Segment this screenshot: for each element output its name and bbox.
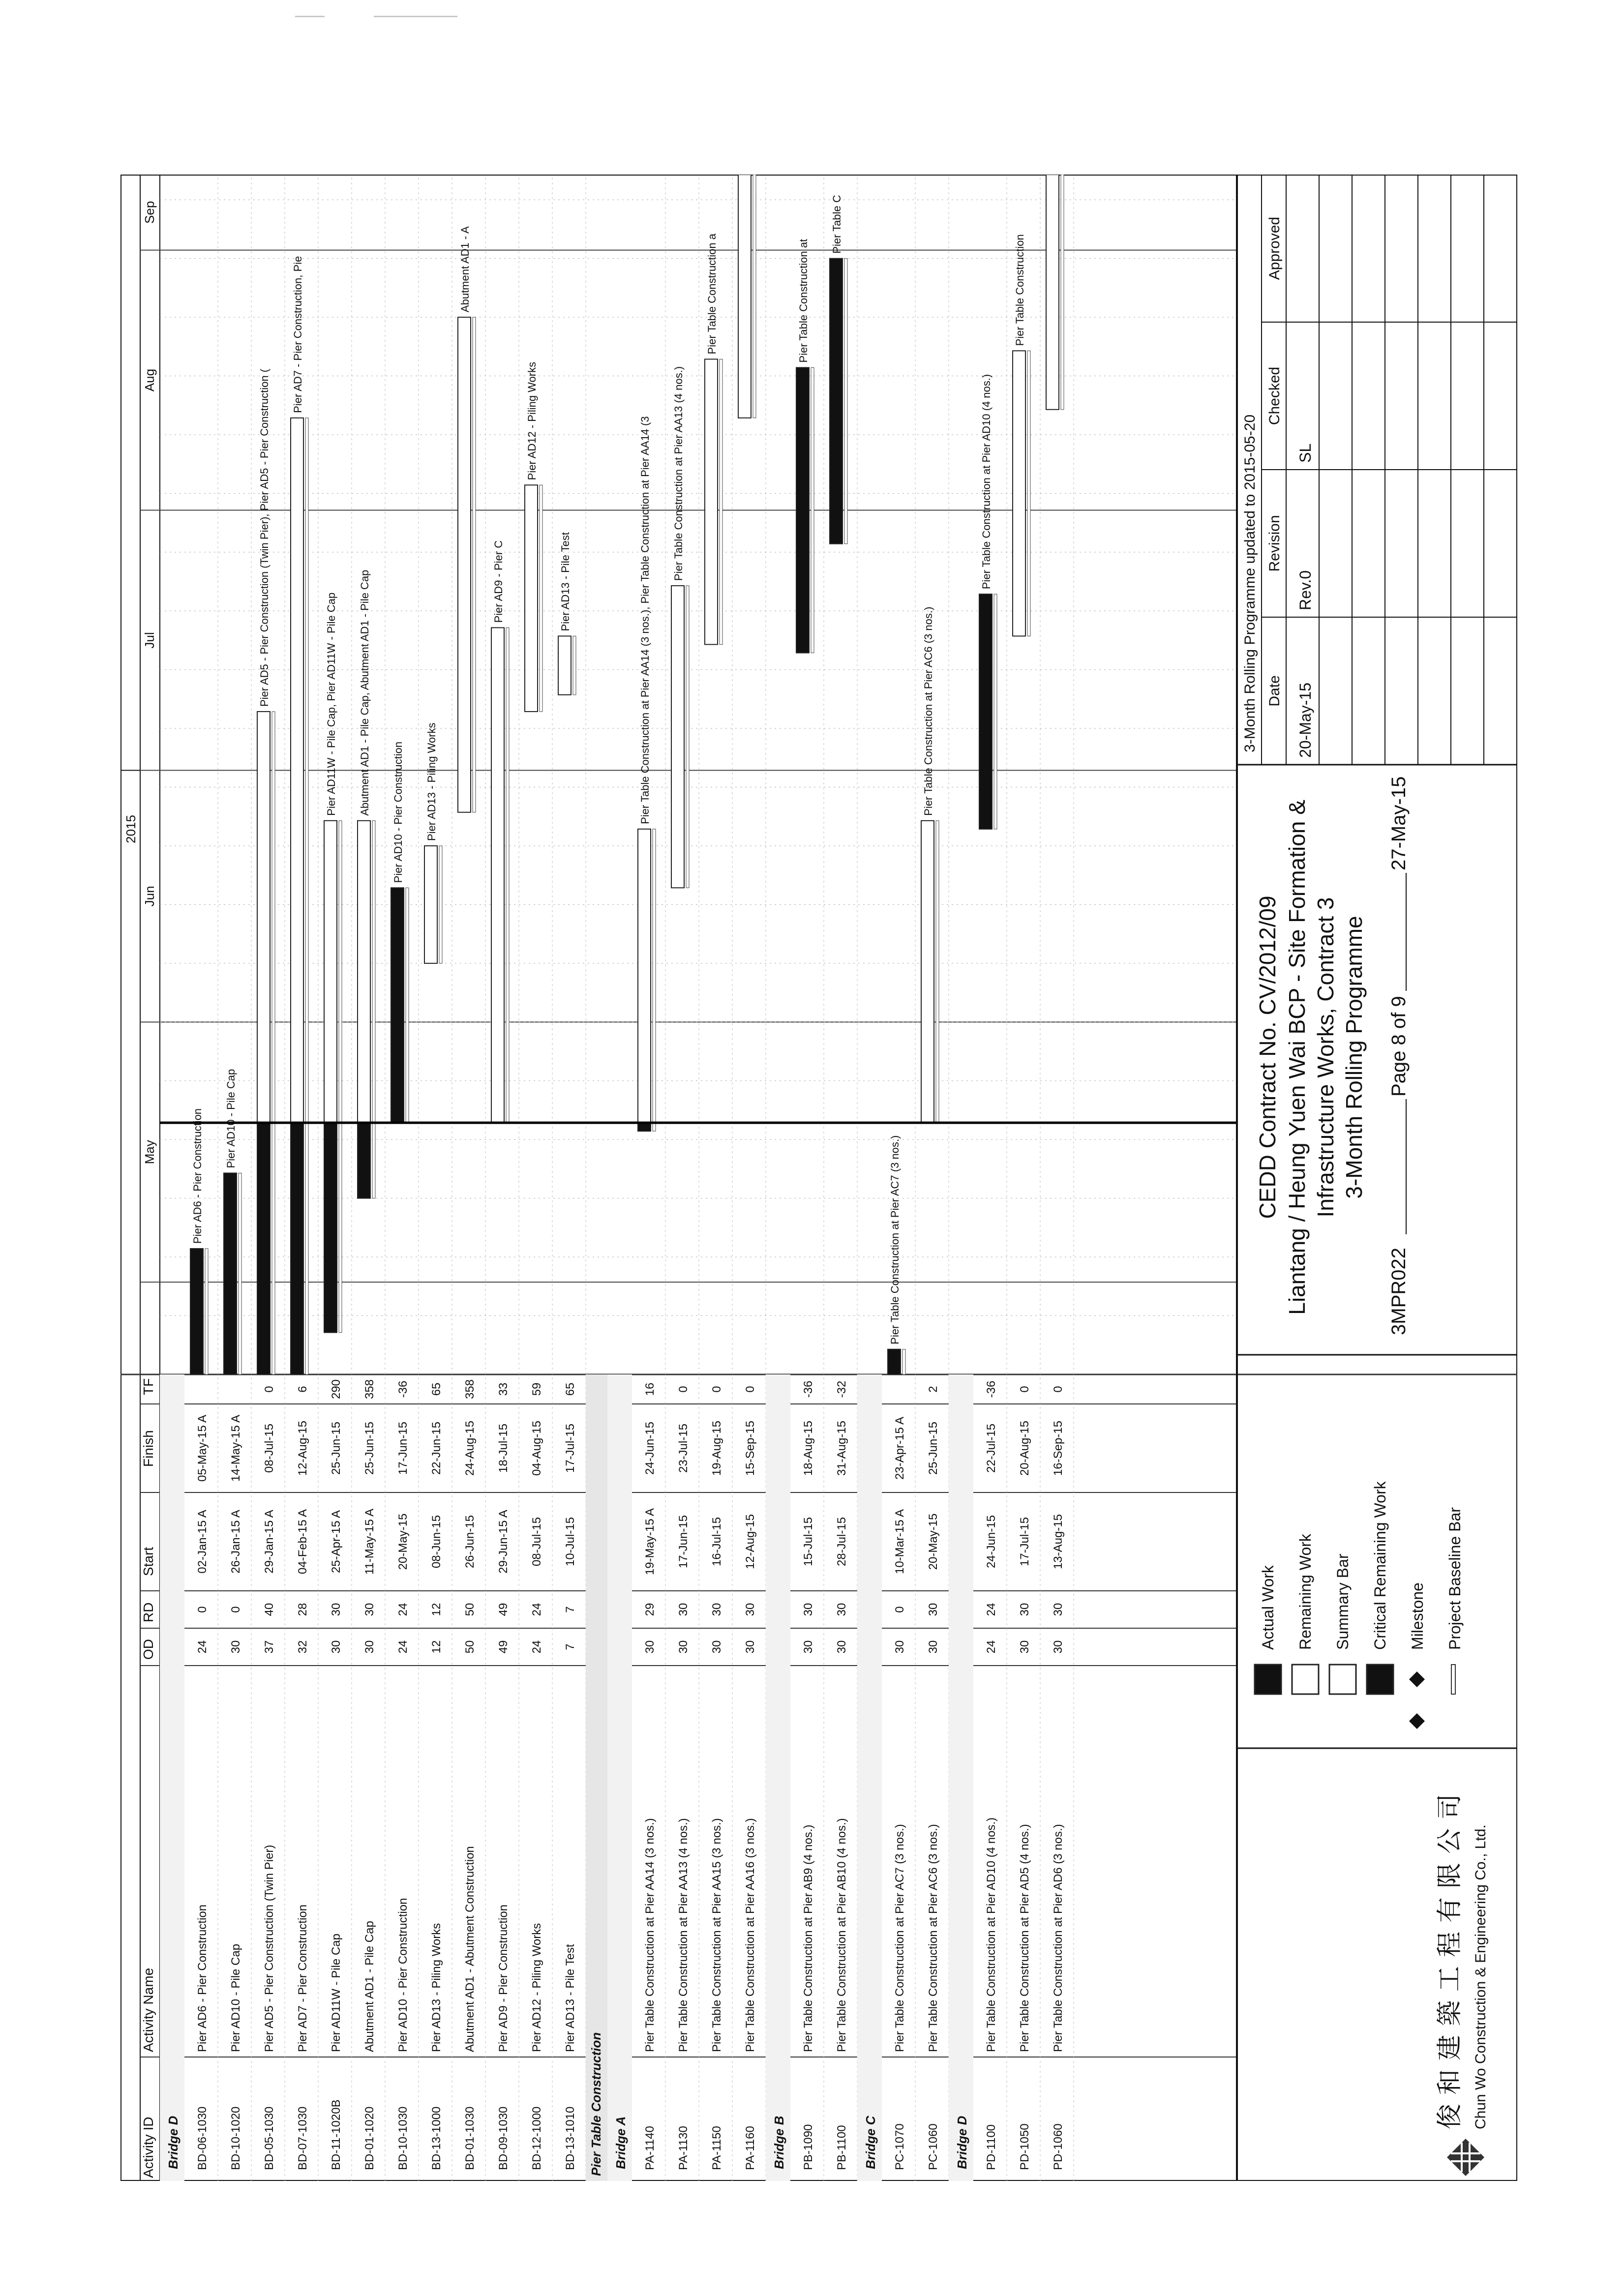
scan-artifact	[295, 16, 325, 17]
legend-swatch	[1367, 1665, 1393, 1694]
gantt-bar-actual	[888, 1349, 901, 1374]
group-row-band	[949, 1374, 973, 2181]
activity-start: 10-Jul-15	[564, 1517, 577, 1567]
activity-od: 30	[927, 1640, 940, 1654]
activity-finish: 18-Jul-15	[497, 1423, 510, 1473]
activity-finish: 31-Aug-15	[835, 1420, 848, 1476]
activity-id: BD-05-1030	[263, 2106, 276, 2170]
activity-finish: 04-Aug-15	[530, 1420, 543, 1476]
activity-id: BD-12-1000	[530, 2106, 543, 2170]
gantt-baseline-bar	[239, 1173, 241, 1374]
gantt-bar-remaining	[638, 829, 651, 1123]
legend-swatch	[1255, 1665, 1281, 1694]
gantt-bar-critical	[391, 888, 404, 1123]
activity-finish: 23-Apr-15 A	[893, 1416, 906, 1480]
activity-id: BD-01-1020	[363, 2106, 376, 2170]
gantt-baseline-bar	[339, 821, 342, 1333]
activity-rd: 0	[229, 1606, 242, 1613]
gantt-bar-remaining	[705, 359, 718, 644]
activity-start: 02-Jan-15 A	[196, 1510, 209, 1574]
gantt-bar-label: Pier AD10 - Pier Construction	[392, 742, 404, 883]
gantt-baseline-bar	[473, 317, 476, 812]
gantt-baseline-bar	[540, 485, 542, 712]
project-title-line-1: Liantang / Heung Yuen Wai BCP - Site Formation &	[1284, 800, 1310, 1315]
group-row	[857, 1374, 882, 2181]
activity-id: PA-1130	[677, 2126, 690, 2170]
activity-finish: 25-Jun-15	[363, 1421, 376, 1475]
activity-name: Pier AD5 - Pier Construction (Twin Pier)	[263, 1845, 276, 2052]
activity-name: Pier Table Construction at Pier AA14 (3 nos.)	[643, 1818, 657, 2052]
activity-name: Pier AD6 - Pier Construction	[196, 1904, 209, 2052]
activity-rd: 30	[710, 1603, 723, 1616]
gantt-bar-actual	[224, 1173, 237, 1374]
gantt-bar-remaining	[738, 175, 751, 418]
activity-id: PA-1150	[710, 2126, 723, 2170]
activity-name: Pier Table Construction at Pier AA16 (3 nos.)	[744, 1818, 757, 2052]
gantt-bar-label: Pier Table Construction a	[706, 233, 718, 355]
activity-rd: 30	[677, 1603, 690, 1616]
gantt-baseline-bar	[753, 175, 756, 418]
gantt-bar-remaining	[1046, 175, 1059, 410]
gantt-bar-label: Pier Table Construction at Pier AA14 (3 nos.), Pier Table Construction at Pier AA14 (3	[639, 416, 651, 824]
activity-tf: 16	[643, 1382, 657, 1396]
activity-tf: 358	[463, 1379, 477, 1400]
activity-name: Pier AD7 - Pier Construction	[296, 1904, 309, 2052]
activity-finish: 23-Jul-15	[677, 1423, 690, 1473]
gantt-baseline-bar	[1061, 175, 1064, 410]
gantt-baseline-bar	[686, 586, 689, 888]
activity-start: 20-May-15	[927, 1513, 940, 1570]
activity-od: 30	[643, 1640, 657, 1654]
activity-tf: 6	[296, 1386, 309, 1393]
revision-column-header: Revision	[1266, 515, 1283, 572]
activity-rd: 7	[564, 1606, 577, 1613]
gantt-baseline-bar	[305, 418, 308, 1374]
activity-finish: 25-Jun-15	[330, 1421, 343, 1475]
revision-heading: 3-Month Rolling Programme updated to 2015-05-20	[1242, 414, 1258, 752]
gantt-bar-label: Pier AD6 - Pier Construction	[191, 1108, 204, 1244]
gantt-bar-label: Pier Table Construction at Pier AD10 (4 nos.)	[980, 374, 992, 590]
activity-od: 30	[229, 1640, 242, 1654]
activity-id: PB-1100	[835, 2125, 848, 2170]
activity-finish: 08-Jul-15	[263, 1423, 276, 1473]
activity-start: 10-Mar-15 A	[893, 1509, 906, 1575]
gantt-bar-actual	[257, 1123, 270, 1374]
revision-column-header: Checked	[1266, 366, 1283, 425]
scan-artifact	[374, 16, 457, 17]
header-rd: RD	[141, 1602, 156, 1622]
activity-od: 32	[296, 1640, 309, 1654]
gantt-bar-label: Abutment AD1 - Pile Cap, Abutment AD1 - Pile Cap	[359, 569, 371, 816]
activity-od: 30	[1052, 1640, 1065, 1654]
activity-id: PD-1100	[985, 2124, 998, 2170]
revision-cell: Rev.0	[1296, 570, 1314, 610]
group-row-band	[160, 1374, 184, 2181]
activity-od: 24	[985, 1640, 998, 1654]
activity-finish: 12-Aug-15	[296, 1420, 309, 1476]
group-row	[949, 1374, 973, 2181]
gantt-baseline-bar	[406, 888, 409, 1123]
activity-rd: 30	[363, 1603, 376, 1616]
group-row-band	[607, 1374, 632, 2181]
activity-od: 30	[677, 1640, 690, 1654]
activity-name: Pier AD11W - Pile Cap	[330, 1934, 343, 2052]
gantt-bar-label: Pier AD13 - Piling Works	[425, 722, 438, 841]
activity-rd: 28	[296, 1603, 309, 1616]
gantt-bar-critical	[796, 367, 809, 653]
activity-id: PC-1060	[927, 2123, 940, 2170]
gantt-bar-actual	[190, 1249, 203, 1374]
activity-tf: -32	[835, 1380, 848, 1398]
activity-id: BD-09-1030	[497, 2106, 510, 2170]
gantt-bar-remaining	[525, 485, 538, 712]
legend-label: Milestone	[1409, 1582, 1426, 1650]
month-label-aug: Aug	[142, 368, 157, 392]
header-od: OD	[141, 1639, 156, 1660]
gantt-bar-actual	[324, 1123, 337, 1333]
group-row	[586, 1374, 607, 2181]
activity-start: 17-Jul-15	[1018, 1517, 1031, 1567]
activity-tf: 0	[1052, 1386, 1065, 1393]
activity-name: Pier AD13 - Pile Test	[564, 1944, 577, 2052]
group-row-band	[857, 1374, 882, 2181]
month-label-may: May	[142, 1140, 157, 1164]
activity-rd: 24	[396, 1603, 410, 1616]
activity-finish: 22-Jun-15	[430, 1421, 443, 1475]
gantt-bar-label: Abutment AD1 - A	[459, 226, 471, 313]
document-reference: 3MPR022	[1388, 1248, 1410, 1335]
legend-label: Project Baseline Bar	[1446, 1507, 1464, 1650]
activity-od: 30	[363, 1640, 376, 1654]
activity-finish: 19-Aug-15	[710, 1420, 723, 1476]
gantt-bar-remaining	[1013, 351, 1025, 636]
group-label: Bridge A	[613, 2116, 628, 2169]
header-start: Start	[141, 1547, 156, 1576]
gantt-bar-remaining	[921, 821, 934, 1123]
activity-tf: 358	[363, 1379, 376, 1400]
group-label: Bridge C	[863, 2116, 878, 2169]
gantt-bar-actual	[291, 1123, 303, 1374]
activity-start: 08-Jun-15	[430, 1515, 443, 1569]
gantt-bar-label: Pier AD9 - Pier C	[492, 540, 505, 623]
activity-rd: 30	[1018, 1603, 1031, 1616]
activity-finish: 05-May-15 A	[196, 1414, 209, 1482]
legend-label: Remaining Work	[1296, 1534, 1314, 1650]
activity-id: BD-10-1020	[229, 2106, 242, 2170]
activity-rd: 50	[463, 1603, 477, 1616]
activity-tf: 0	[744, 1386, 757, 1393]
gantt-bar-label: Pier Table Construction at Pier AC6 (3 nos.)	[922, 606, 934, 816]
activity-name: Pier Table Construction at Pier AA13 (4 nos.)	[677, 1818, 690, 2052]
gantt-bar-remaining	[491, 627, 504, 1123]
activity-tf: -36	[802, 1380, 815, 1398]
activity-name: Pier AD10 - Pier Construction	[396, 1898, 410, 2052]
activity-rd: 0	[893, 1606, 906, 1613]
activity-rd: 49	[497, 1603, 510, 1616]
activity-start: 24-Jun-15	[985, 1515, 998, 1569]
gantt-bar-label: Pier Table Construction at Pier AA13 (4 nos.)	[672, 366, 685, 581]
activity-name: Pier Table Construction at Pier AB9 (4 nos.)	[802, 1824, 815, 2052]
month-label-jun: Jun	[142, 886, 157, 907]
activity-start: 13-Aug-15	[1052, 1514, 1065, 1570]
activity-id: PA-1140	[643, 2126, 657, 2170]
header-finish: Finish	[141, 1430, 156, 1467]
activity-rd: 12	[430, 1603, 443, 1616]
activity-finish: 20-Aug-15	[1018, 1420, 1031, 1476]
revision-column-header: Date	[1266, 675, 1283, 707]
gantt-baseline-bar	[205, 1249, 208, 1374]
programme-sheet	[120, 175, 1517, 2181]
activity-start: 28-Jul-15	[835, 1517, 848, 1567]
activity-rd: 0	[196, 1606, 209, 1613]
legend-swatch	[1329, 1665, 1356, 1694]
activity-tf: 0	[1018, 1386, 1031, 1393]
activity-name: Pier AD9 - Pier Construction	[497, 1904, 510, 2052]
gantt-bar-remaining	[458, 317, 471, 812]
activity-id: PD-1050	[1018, 2123, 1031, 2170]
gantt-baseline-bar	[506, 627, 509, 1123]
header-activity-id: Activity ID	[141, 2117, 156, 2178]
activity-tf: 0	[710, 1386, 723, 1393]
activity-finish: 24-Jun-15	[643, 1421, 657, 1475]
activity-name: Pier Table Construction at Pier AC7 (3 nos.)	[893, 1824, 906, 2052]
activity-id: BD-07-1030	[296, 2106, 309, 2170]
activity-od: 50	[463, 1640, 477, 1654]
activity-finish: 15-Sep-15	[744, 1420, 757, 1476]
gantt-bar-remaining	[324, 821, 337, 1123]
activity-name: Pier Table Construction at Pier AD5 (4 nos.)	[1018, 1824, 1031, 2052]
activity-id: BD-06-1030	[196, 2106, 209, 2170]
activity-name: Pier AD13 - Piling Works	[430, 1923, 443, 2052]
activity-start: 25-Apr-15 A	[330, 1510, 343, 1574]
activity-od: 30	[330, 1640, 343, 1654]
activity-name: Pier AD12 - Piling Works	[530, 1923, 543, 2052]
gantt-bar-label: Pier AD12 - Piling Works	[526, 361, 538, 480]
activity-start: 16-Jul-15	[710, 1517, 723, 1567]
gantt-baseline-bar	[272, 712, 275, 1374]
gantt-bar-label: Pier AD10 - Pile Cap	[225, 1069, 237, 1168]
revision-cell: 20-May-15	[1296, 683, 1314, 758]
gantt-bar-remaining	[358, 821, 370, 1123]
gantt-baseline-bar	[720, 359, 722, 644]
activity-tf: 65	[430, 1382, 443, 1396]
activity-finish: 25-Jun-15	[927, 1421, 940, 1475]
gantt-baseline-bar	[994, 594, 997, 829]
activity-od: 30	[893, 1640, 906, 1654]
activity-rd: 24	[985, 1603, 998, 1616]
group-row-band	[766, 1374, 790, 2181]
activity-od: 24	[396, 1640, 410, 1654]
gantt-baseline-bar	[844, 259, 847, 544]
legend-swatch	[1292, 1665, 1319, 1694]
gantt-bar-label: Pier Table C	[831, 195, 843, 254]
legend-label: Actual Work	[1259, 1565, 1277, 1650]
activity-rd: 30	[1052, 1603, 1065, 1616]
activity-tf: -36	[396, 1380, 410, 1398]
gantt-baseline-bar	[439, 846, 442, 963]
gantt-baseline-bar	[811, 367, 814, 653]
group-label: Pier Table Construction	[589, 2032, 603, 2176]
revision-cell: SL	[1296, 443, 1314, 463]
activity-rd: 30	[835, 1603, 848, 1616]
legend-label: Critical Remaining Work	[1371, 1481, 1389, 1650]
gantt-bar-remaining	[257, 712, 270, 1123]
activity-id: PA-1160	[744, 2126, 757, 2170]
activity-id: BD-11-1020B	[330, 2099, 343, 2170]
activity-start: 11-May-15 A	[363, 1508, 376, 1575]
programme-title: 3-Month Rolling Programme	[1341, 916, 1367, 1199]
gantt-baseline-bar	[573, 636, 576, 694]
activity-start: 12-Aug-15	[744, 1514, 757, 1570]
activity-od: 37	[263, 1640, 276, 1654]
gantt-chart	[120, 175, 1517, 2181]
activity-id: BD-13-1000	[430, 2106, 443, 2170]
header-year: 2015	[123, 815, 138, 843]
activity-start: 17-Jun-15	[677, 1515, 690, 1569]
month-label-sep: Sep	[142, 201, 157, 224]
company-name-chinese: 俊和建築工程有限公司	[1436, 1785, 1464, 2129]
activity-od: 7	[564, 1643, 577, 1650]
activity-finish: 14-May-15 A	[229, 1414, 242, 1482]
gantt-baseline-bar	[653, 829, 656, 1131]
gantt-bar-remaining	[671, 586, 684, 888]
gantt-bar-label: Pier AD13 - Pile Test	[559, 532, 571, 631]
activity-tf: 0	[677, 1386, 690, 1393]
gantt-bar-label: Pier AD5 - Pier Construction (Twin Pier), Pier AD5 - Pier Construction (	[258, 368, 271, 707]
activity-od: 24	[530, 1640, 543, 1654]
header-activity-name: Activity Name	[141, 1968, 156, 2052]
activity-rd: 30	[927, 1603, 940, 1616]
gantt-bar-remaining	[424, 846, 437, 963]
activity-start: 15-Jul-15	[802, 1517, 815, 1567]
activity-name: Pier Table Construction at Pier AA15 (3 nos.)	[710, 1818, 723, 2052]
activity-name: Abutment AD1 - Pile Cap	[363, 1921, 376, 2052]
activity-finish: 18-Aug-15	[802, 1420, 815, 1476]
gantt-bar-actual	[638, 1123, 651, 1131]
activity-od: 12	[430, 1640, 443, 1654]
activity-id: BD-13-1010	[564, 2106, 577, 2170]
month-label-jul: Jul	[142, 632, 157, 649]
revision-column-header: Approved	[1266, 216, 1283, 280]
activity-id: BD-10-1030	[396, 2106, 410, 2170]
activity-od: 30	[710, 1640, 723, 1654]
group-row	[766, 1374, 790, 2181]
activity-od: 24	[196, 1640, 209, 1654]
activity-start: 04-Feb-15 A	[296, 1509, 309, 1575]
activity-name: Pier Table Construction at Pier AB10 (4 nos.)	[835, 1818, 848, 2052]
activity-id: PB-1090	[802, 2124, 815, 2170]
group-row	[160, 1374, 184, 2181]
activity-start: 19-May-15 A	[643, 1508, 657, 1576]
legend-label: Summary Bar	[1334, 1553, 1352, 1650]
project-title-line-2: Infrastructure Works, Contract 3	[1313, 897, 1338, 1218]
activity-name: Pier AD10 - Pile Cap	[229, 1943, 242, 2052]
activity-id: BD-01-1030	[463, 2106, 477, 2170]
gantt-bar-label: Pier Table Construction at Pier AC7 (3 nos.)	[889, 1135, 901, 1344]
activity-rd: 40	[263, 1603, 276, 1616]
group-label: Bridge B	[772, 2116, 786, 2169]
activity-od: 49	[497, 1640, 510, 1654]
activity-tf: 59	[530, 1382, 543, 1396]
activity-name: Pier Table Construction at Pier AC6 (3 nos.)	[927, 1824, 940, 2052]
activity-name: Abutment AD1 - Abutment Construction	[463, 1846, 477, 2052]
activity-tf: 290	[330, 1379, 343, 1400]
activity-name: Pier Table Construction at Pier AD6 (3 nos.)	[1052, 1824, 1065, 2052]
gantt-bar-remaining	[558, 636, 571, 694]
activity-name: Pier Table Construction at Pier AD10 (4 nos.)	[985, 1817, 998, 2052]
gantt-baseline-bar	[1027, 351, 1030, 636]
activity-tf: 65	[564, 1382, 577, 1396]
activity-finish: 16-Sep-15	[1052, 1420, 1065, 1476]
gantt-baseline-bar	[936, 821, 939, 1123]
activity-rd: 24	[530, 1603, 543, 1616]
activity-rd: 30	[330, 1603, 343, 1616]
header-tf: TF	[141, 1378, 156, 1395]
activity-start: 26-Jun-15	[463, 1515, 477, 1569]
gantt-bar-label: Pier AD11W - Pile Cap, Pier AD11W - Pile Cap	[325, 592, 337, 816]
group-label: Bridge D	[955, 2116, 969, 2169]
gantt-bar-label: Pier AD7 - Pier Construction, Pie	[292, 256, 304, 413]
activity-tf: 0	[263, 1386, 276, 1393]
activity-od: 30	[802, 1640, 815, 1654]
activity-start: 29-Jun-15 A	[497, 1510, 510, 1574]
activity-id: PC-1070	[893, 2123, 906, 2170]
activity-od: 30	[1018, 1640, 1031, 1654]
activity-finish: 22-Jul-15	[985, 1423, 998, 1473]
baseline-bar-swatch	[1451, 1665, 1455, 1694]
activity-rd: 30	[802, 1603, 815, 1616]
activity-id: PD-1060	[1052, 2123, 1065, 2170]
gantt-bar-remaining	[291, 418, 303, 1123]
gantt-bar-critical	[830, 259, 842, 544]
issue-date: 27-May-15	[1388, 776, 1410, 870]
activity-tf: 33	[497, 1382, 510, 1396]
company-name-english: Chun Wo Construction & Engineering Co., Ltd.	[1473, 1824, 1489, 2129]
activity-start: 29-Jan-15 A	[263, 1510, 276, 1574]
gantt-bar-critical	[979, 594, 992, 829]
group-label: Bridge D	[166, 2116, 180, 2169]
activity-tf: 2	[927, 1386, 940, 1393]
page-number: Page 8 of 9	[1388, 996, 1410, 1097]
activity-od: 30	[835, 1640, 848, 1654]
gantt-baseline-bar	[902, 1349, 905, 1374]
activity-rd: 29	[643, 1603, 657, 1616]
gantt-bar-actual	[358, 1123, 370, 1198]
activity-start: 08-Jul-15	[530, 1517, 543, 1567]
activity-finish: 24-Aug-15	[463, 1420, 477, 1476]
group-row	[607, 1374, 632, 2181]
gantt-bar-label: Pier Table Construction at	[797, 239, 810, 363]
gantt-bar-label: Pier Table Construction	[1014, 234, 1026, 346]
activity-finish: 17-Jun-15	[396, 1421, 410, 1475]
activity-rd: 30	[744, 1603, 757, 1616]
gantt-baseline-bar	[372, 821, 375, 1198]
activity-tf: -36	[985, 1380, 998, 1398]
activity-start: 20-May-15	[396, 1513, 410, 1570]
activity-start: 26-Jan-15 A	[229, 1510, 242, 1574]
activity-od: 30	[744, 1640, 757, 1654]
contract-number: CEDD Contract No. CV/2012/09	[1255, 895, 1280, 1219]
activity-finish: 17-Jul-15	[564, 1423, 577, 1473]
